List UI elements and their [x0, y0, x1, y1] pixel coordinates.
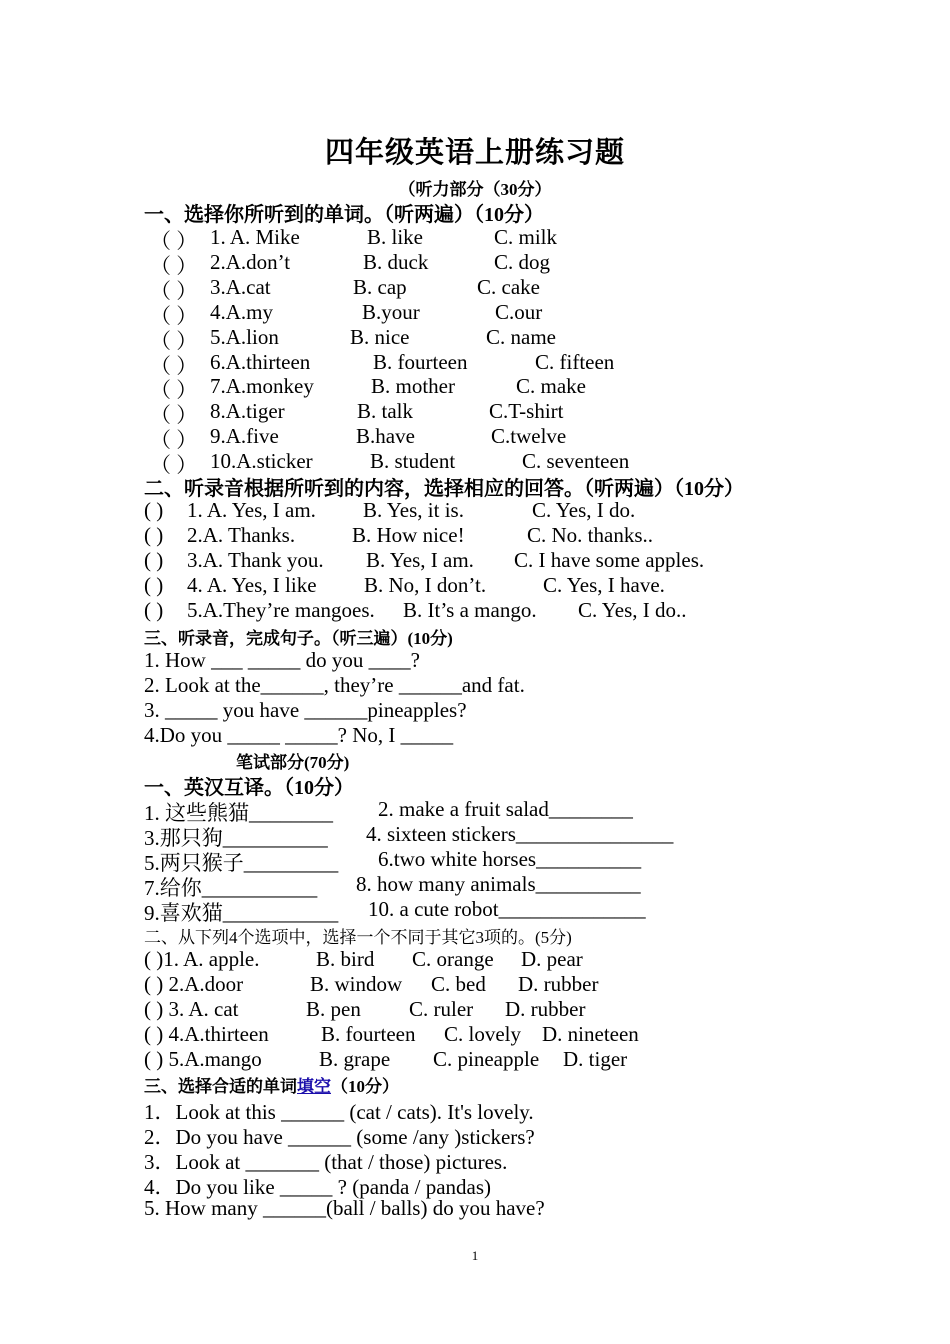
answer-bracket: ( ): [144, 573, 164, 597]
option-a: ( )1. A. apple.: [144, 947, 260, 971]
choose-word-line: 5. How many ______(ball / balls) do you have?: [144, 1196, 545, 1220]
option-c: C. Yes, I have.: [543, 573, 665, 597]
option-b: B. bird: [316, 947, 375, 971]
translate-right: 8. how many animals__________: [356, 872, 641, 896]
option-b: B. How nice!: [352, 523, 465, 547]
option-c: C. seventeen: [522, 449, 630, 474]
translate-right: 4. sixteen stickers_______________: [366, 822, 674, 846]
option-a: 7.A.monkey: [210, 374, 314, 399]
option-a: 2.A.don’t: [210, 249, 291, 274]
option-b: B. cap: [353, 274, 407, 299]
option-b: B.have: [356, 424, 415, 449]
answer-bracket: ( ): [144, 523, 164, 547]
fill-blank-link[interactable]: 填空: [297, 1077, 331, 1096]
written-1-header: 一、英汉互译。（10分）: [144, 777, 354, 799]
option-c: C. fifteen: [535, 349, 615, 374]
answer-bracket: （ ）: [150, 328, 198, 353]
option-c: C. name: [486, 324, 556, 349]
option-c: C. milk: [494, 225, 558, 249]
answer-bracket: （ ）: [150, 278, 198, 303]
option-d: D. rubber: [518, 972, 599, 996]
option-c: C. pineapple: [433, 1047, 540, 1071]
option-c: C. Yes, I do..: [578, 598, 687, 622]
choose-word-line: 3．Look at _______ (that / those) pictures.: [144, 1150, 508, 1174]
option-c: C. I have some apples.: [514, 548, 705, 572]
option-a: 1. A. Mike: [210, 225, 300, 249]
option-a: ( ) 4.A.thirteen: [144, 1022, 269, 1046]
option-a: 5.A.lion: [210, 324, 279, 349]
written-3-header-post: （10分）: [331, 1077, 399, 1096]
option-c: C. dog: [494, 249, 551, 274]
answer-bracket: （ ）: [150, 303, 198, 328]
option-a: ( ) 2.A.door: [144, 972, 244, 996]
option-b: B. student: [370, 449, 456, 474]
option-c: C.twelve: [491, 424, 567, 449]
choose-word-line: 2．Do you have ______ (some /any )stickers?: [144, 1125, 535, 1149]
written-3-header-pre: 三、选择合适的单词: [144, 1077, 297, 1096]
written-3-header: [144, 1072, 399, 1097]
option-a: 4.A.my: [210, 299, 273, 324]
option-b: B. grape: [319, 1047, 391, 1071]
option-b: B. window: [310, 972, 403, 996]
fill-sentence-4: 4.Do you _____ _____? No, I _____: [144, 723, 454, 747]
answer-bracket: （ ）: [150, 403, 198, 428]
option-b: B. talk: [357, 399, 413, 424]
answer-bracket: ( ): [144, 598, 164, 622]
option-b: B. Yes, I am.: [366, 548, 474, 572]
option-a: 3.A.cat: [210, 274, 271, 299]
translate-left: 1. 这些熊猫________: [144, 801, 333, 825]
fill-sentence-1: 1. How ___ _____ do you ____?: [144, 648, 420, 672]
translate-left: 7.给你___________: [144, 876, 318, 900]
section-1-header: 一、选择你所听到的单词。（听两遍）（10分）: [144, 204, 544, 226]
option-b: B. pen: [306, 997, 361, 1021]
page-title: 四年级英语上册练习题: [324, 137, 625, 169]
option-a: 8.A.tiger: [210, 399, 285, 424]
option-a: 6.A.thirteen: [210, 349, 311, 374]
translate-right: 6.two white horses__________: [378, 847, 642, 871]
page-number: 1: [471, 1248, 479, 1263]
option-d: D. pear: [521, 947, 583, 971]
translate-left: 5.两只猴子_________: [144, 851, 339, 875]
option-c: C. ruler: [409, 997, 474, 1021]
option-b: B. like: [367, 225, 423, 249]
option-a: 1. A. Yes, I am.: [187, 498, 316, 522]
option-a: 3.A. Thank you.: [187, 548, 324, 572]
answer-bracket: （ ）: [150, 229, 198, 253]
choose-word-line: 4．Do you like _____ ? (panda / pandas): [144, 1175, 492, 1199]
option-a: 10.A.sticker: [210, 449, 313, 474]
option-b: B.your: [362, 299, 420, 324]
answer-bracket: （ ）: [150, 253, 198, 278]
answer-bracket: ( ): [144, 498, 164, 522]
option-b: B. fourteen: [373, 349, 468, 374]
option-c: C.our: [495, 299, 543, 324]
option-b: B. No, I don’t.: [364, 573, 487, 597]
option-b: B. Yes, it is.: [363, 498, 464, 522]
answer-bracket: （ ）: [150, 428, 198, 453]
option-c: C. make: [516, 374, 586, 399]
option-a: 5.A.They’re mangoes.: [187, 598, 375, 622]
listening-header: （听力部分（30分）: [398, 180, 552, 199]
written-header: 笔试部分(70分): [236, 753, 350, 772]
written-2-header: 二、从下列4个选项中，选择一个不同于其它3项的。(5分): [144, 928, 572, 947]
answer-bracket: （ ）: [150, 378, 198, 403]
section-2-header: 二、听录音根据所听到的内容，选择相应的回答。（听两遍）（10分）: [144, 478, 744, 500]
option-c: C.T-shirt: [489, 399, 564, 424]
option-c: C. lovely: [444, 1022, 521, 1046]
choose-word-line: 1．Look at this ______ (cat / cats). It's lovely.: [144, 1100, 534, 1124]
option-d: D. rubber: [505, 997, 586, 1021]
translate-right: 10. a cute robot______________: [368, 897, 646, 921]
fill-sentence-3: 3. _____ you have ______pineapples?: [144, 698, 467, 722]
option-d: D. tiger: [563, 1047, 628, 1071]
section-3-header: 三、听录音，完成句子。（听三遍）(10分): [144, 629, 453, 648]
translate-left: 9.喜欢猫___________: [144, 901, 339, 925]
option-b: B. mother: [371, 374, 455, 399]
option-a: 2.A. Thanks.: [187, 523, 296, 547]
option-c: C. Yes, I do.: [532, 498, 636, 522]
option-c: C. bed: [431, 972, 486, 996]
option-c: C. orange: [412, 947, 494, 971]
option-c: C. cake: [477, 274, 540, 299]
answer-bracket: （ ）: [150, 453, 198, 478]
answer-bracket: （ ）: [150, 353, 198, 378]
option-a: 9.A.five: [210, 424, 279, 449]
option-a: ( ) 5.A.mango: [144, 1047, 262, 1071]
option-c: C. No. thanks..: [527, 523, 653, 547]
translate-right: 2. make a fruit salad________: [378, 797, 633, 821]
fill-sentence-2: 2. Look at the______, they’re ______and fat.: [144, 673, 525, 697]
option-b: B. fourteen: [321, 1022, 416, 1046]
option-a: 4. A. Yes, I like: [187, 573, 317, 597]
answer-bracket: ( ): [144, 548, 164, 572]
option-b: B. It’s a mango.: [403, 598, 537, 622]
option-d: D. nineteen: [542, 1022, 639, 1046]
translate-left: 3.那只狗__________: [144, 826, 328, 850]
option-b: B. duck: [363, 249, 429, 274]
option-a: ( ) 3. A. cat: [144, 997, 239, 1021]
option-b: B. nice: [350, 324, 410, 349]
